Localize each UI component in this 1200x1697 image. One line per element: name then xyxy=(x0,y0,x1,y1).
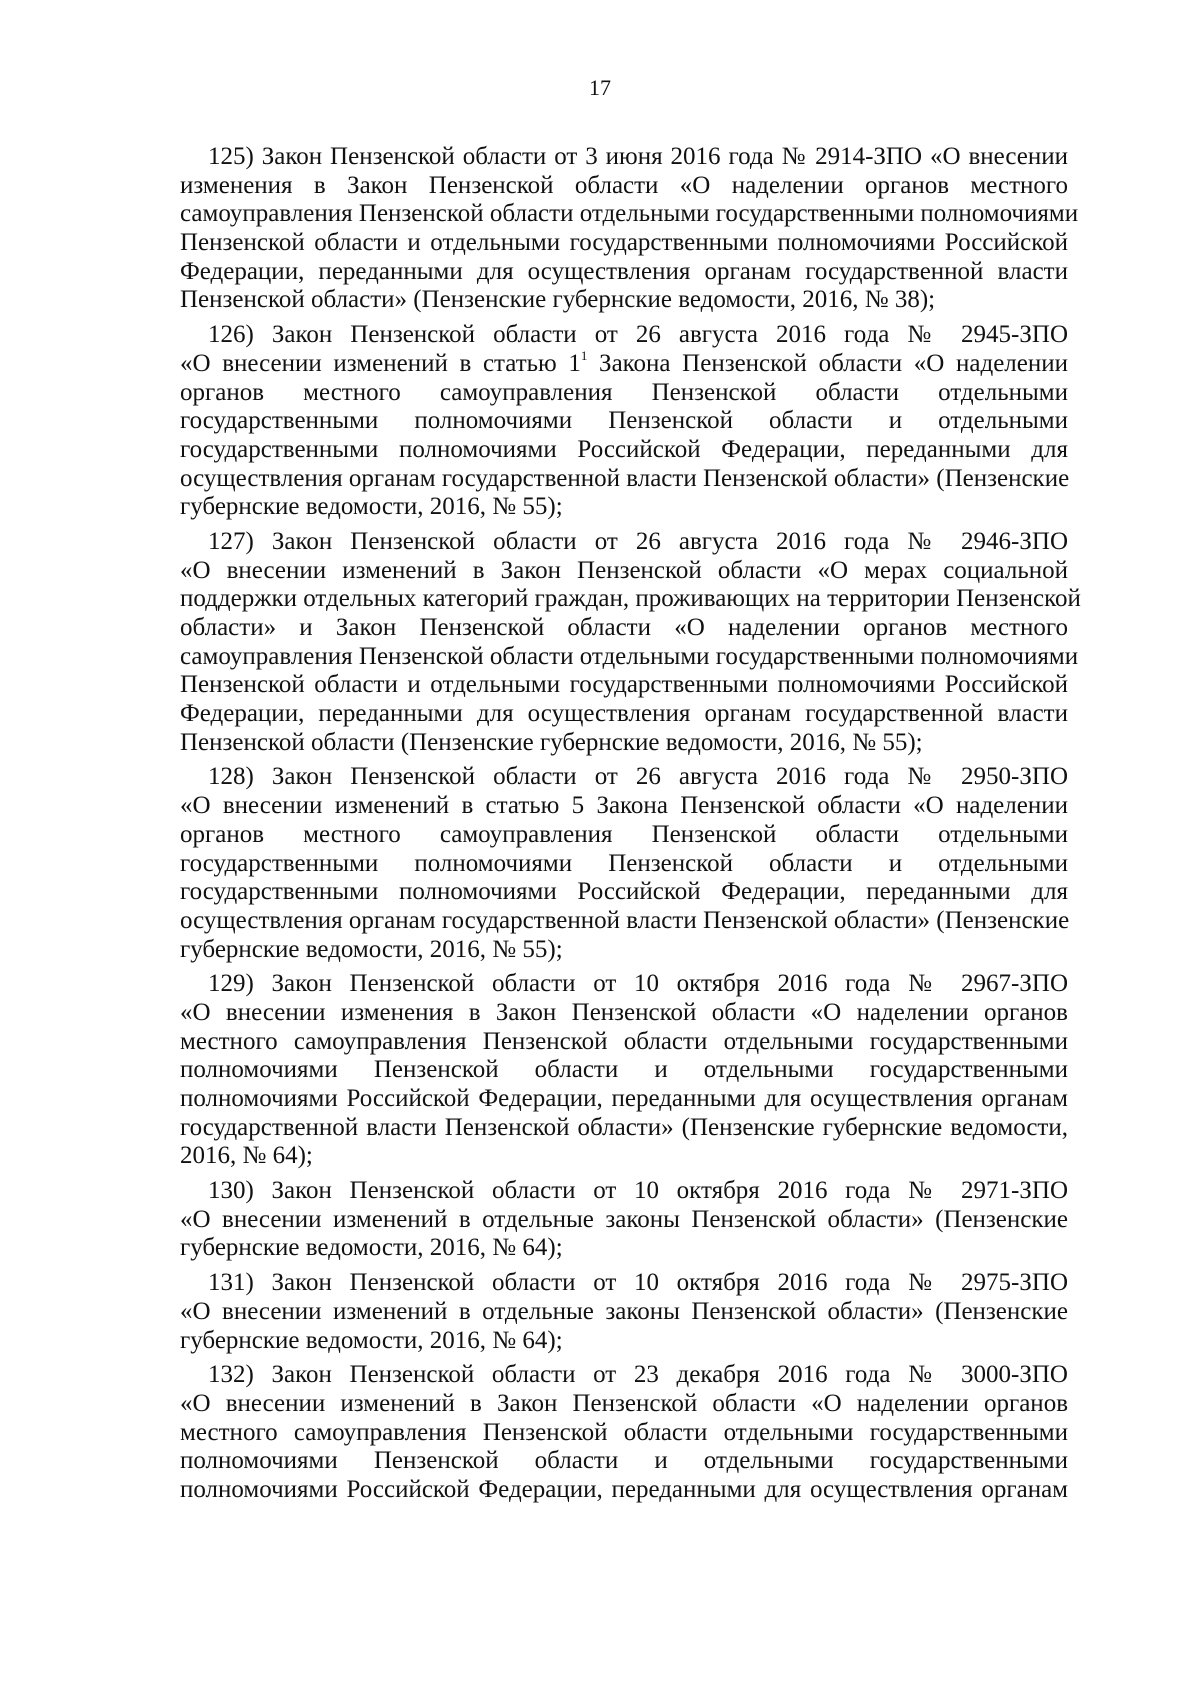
text-line: 127) Закон Пензенской области от 26 августа 2016 года № 2946-ЗПО xyxy=(208,527,1068,555)
text-line: осуществления органам государственной власти Пензенской области» (Пензенские xyxy=(180,464,1070,492)
text-line: поддержки отдельных категорий граждан, проживающих на территории Пензенской xyxy=(180,585,1081,613)
text-line: Федерации, переданными для осуществления органам государственной власти xyxy=(180,257,1068,285)
text-line: 132) Закон Пензенской области от 23 декабря 2016 года № 3000-ЗПО xyxy=(208,1361,1068,1389)
text-fragment: «О внесении изменений в статью 1 xyxy=(180,349,581,377)
list-item-128 xyxy=(180,763,1068,964)
text-line: государственными полномочиями Российской Федерации, переданными для xyxy=(180,878,1068,906)
text-line: самоуправления Пензенской области отдельными государственными полномочиями xyxy=(180,642,1079,670)
text-line: «О внесении изменений в Закон Пензенской области «О наделении органов xyxy=(180,1389,1068,1417)
text-line: 130) Закон Пензенской области от 10 октября 2016 года № 2971-ЗПО xyxy=(208,1177,1068,1205)
text-line: 2016, № 64); xyxy=(180,1142,313,1170)
text-line: государственными полномочиями Российской Федерации, переданными для xyxy=(180,435,1068,463)
text-line: 129) Закон Пензенской области от 10 октября 2016 года № 2967-ЗПО xyxy=(208,970,1068,998)
text-line: полномочиями Российской Федерации, переданными для осуществления органам xyxy=(180,1475,1068,1503)
text-line: Пензенской области» (Пензенские губернские ведомости, 2016, № 38); xyxy=(180,286,936,314)
text-line: полномочиями Российской Федерации, переданными для осуществления органам xyxy=(180,1085,1068,1112)
text-line: губернские ведомости, 2016, № 64); xyxy=(180,1234,563,1262)
text-line: «О внесении изменений в статью 5 Закона Пензенской области «О наделении xyxy=(180,792,1068,820)
text-line: самоуправления Пензенской области отдельными государственными полномочиями xyxy=(180,200,1079,228)
text-line: полномочиями Пензенской области и отдельными государственными xyxy=(180,1447,1068,1475)
text-line: «О внесении изменений в отдельные законы Пензенской области» (Пензенские xyxy=(180,1205,1068,1233)
text-line: губернские ведомости, 2016, № 55); xyxy=(180,935,563,963)
text-fragment: Закона Пензенской области «О наделении xyxy=(587,349,1068,377)
text-line: 131) Закон Пензенской области от 10 октября 2016 года № 2975-ЗПО xyxy=(208,1269,1068,1297)
list-item-130 xyxy=(180,1177,1068,1263)
text-line: «О внесении изменений в отдельные законы Пензенской области» (Пензенские xyxy=(180,1297,1068,1325)
page-number: 17 xyxy=(589,75,611,100)
article-superscript: 1 xyxy=(580,347,588,363)
text-line: «О внесении изменения в Закон Пензенской области «О наделении органов xyxy=(180,998,1068,1026)
list-item-125 xyxy=(180,143,1079,315)
text-line: Пензенской области и отдельными государственными полномочиями Российской xyxy=(180,229,1068,257)
text-line: осуществления органам государственной власти Пензенской области» (Пензенские xyxy=(180,906,1070,934)
text-line-with-superscript xyxy=(180,347,1068,379)
text-line: 128) Закон Пензенской области от 26 августа 2016 года № 2950-ЗПО xyxy=(208,763,1068,791)
text-line: государственными полномочиями Пензенской области и отдельными xyxy=(180,849,1068,877)
text-line: губернские ведомости, 2016, № 64); xyxy=(180,1326,563,1354)
text-line: Пензенской области (Пензенские губернские ведомости, 2016, № 55); xyxy=(180,728,923,756)
document-body xyxy=(180,143,1081,1511)
list-item-127 xyxy=(180,527,1081,758)
text-line: органов местного самоуправления Пензенской области отдельными xyxy=(180,820,1068,848)
text-line: губернские ведомости, 2016, № 55); xyxy=(180,493,563,521)
text-line: изменения в Закон Пензенской области «О наделении органов местного xyxy=(180,171,1068,199)
list-item-129 xyxy=(180,970,1068,1171)
text-line: 126) Закон Пензенской области от 26 августа 2016 года № 2945-ЗПО xyxy=(208,321,1068,349)
text-line: Пензенской области и отдельными государственными полномочиями Российской xyxy=(180,671,1068,699)
text-line: Федерации, переданными для осуществления органам государственной власти xyxy=(180,700,1068,728)
text-line: государственной власти Пензенской области» (Пензенские губернские ведомости, xyxy=(180,1113,1068,1141)
text-line: местного самоуправления Пензенской области отдельными государственными xyxy=(180,1027,1068,1055)
list-item-126 xyxy=(180,321,1068,522)
text-line: 125) Закон Пензенской области от 3 июня 2016 года № 2914-ЗПО «О внесении xyxy=(208,143,1068,170)
text-line: «О внесении изменений в Закон Пензенской области «О мерах социальной xyxy=(180,556,1068,584)
text-line: государственными полномочиями Пензенской области и отдельными xyxy=(180,407,1068,435)
list-item-132 xyxy=(180,1361,1068,1504)
text-line: местного самоуправления Пензенской области отдельными государственными xyxy=(180,1418,1068,1446)
text-line: области» и Закон Пензенской области «О наделении органов местного xyxy=(180,614,1068,641)
text-line: органов местного самоуправления Пензенской области отдельными xyxy=(180,378,1068,406)
list-item-131 xyxy=(180,1269,1068,1355)
text-line: полномочиями Пензенской области и отдельными государственными xyxy=(180,1056,1068,1084)
